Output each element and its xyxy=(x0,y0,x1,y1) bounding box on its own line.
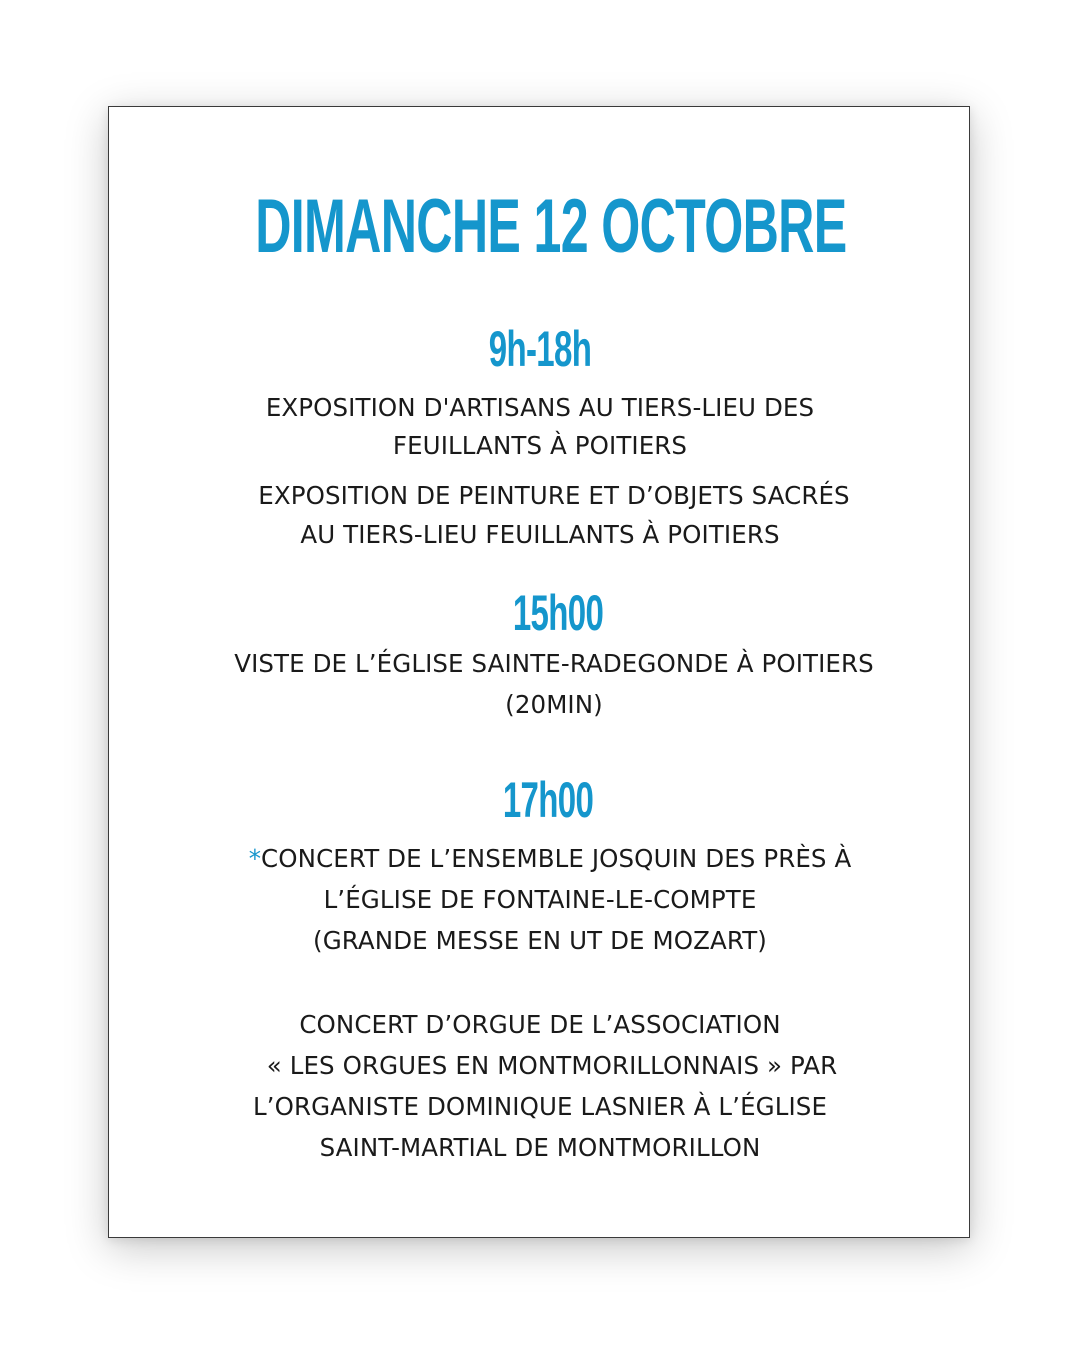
time-heading-3: 17h00 xyxy=(502,772,594,828)
event-line: VISTE DE L’ÉGLISE SAINTE-RADEGONDE À POITIERS xyxy=(234,649,874,678)
program-card xyxy=(108,106,970,1238)
event-line: EXPOSITION D'ARTISANS AU TIERS-LIEU DES xyxy=(265,393,815,422)
event-line: SAINT-MARTIAL DE MONTMORILLON xyxy=(319,1133,761,1162)
event-line: FEUILLANTS À POITIERS xyxy=(392,431,688,460)
event-line: L’ÉGLISE DE FONTAINE-LE-COMPTE xyxy=(323,885,757,914)
event-line: AU TIERS-LIEU FEUILLANTS À POITIERS xyxy=(300,520,780,549)
event-line: EXPOSITION DE PEINTURE ET D’OBJETS SACRÉS xyxy=(258,481,850,510)
time-heading-1: 9h-18h xyxy=(488,321,592,377)
event-line: « LES ORGUES EN MONTMORILLONNAIS » PAR xyxy=(266,1051,838,1080)
event-line: L’ORGANISTE DOMINIQUE LASNIER À L’ÉGLISE xyxy=(252,1092,828,1121)
time-heading-2: 15h00 xyxy=(512,585,604,641)
event-line-text: CONCERT DE L’ENSEMBLE JOSQUIN DES PRÈS À xyxy=(261,844,852,873)
event-line: (20MIN) xyxy=(505,690,603,719)
page-title: DIMANCHE 12 OCTOBRE xyxy=(255,184,847,269)
event-line: (GRANDE MESSE EN UT DE MOZART) xyxy=(313,926,767,955)
event-line: CONCERT D’ORGUE DE L’ASSOCIATION xyxy=(299,1010,781,1039)
asterisk-marker: * xyxy=(248,844,262,873)
event-line xyxy=(119,844,981,874)
